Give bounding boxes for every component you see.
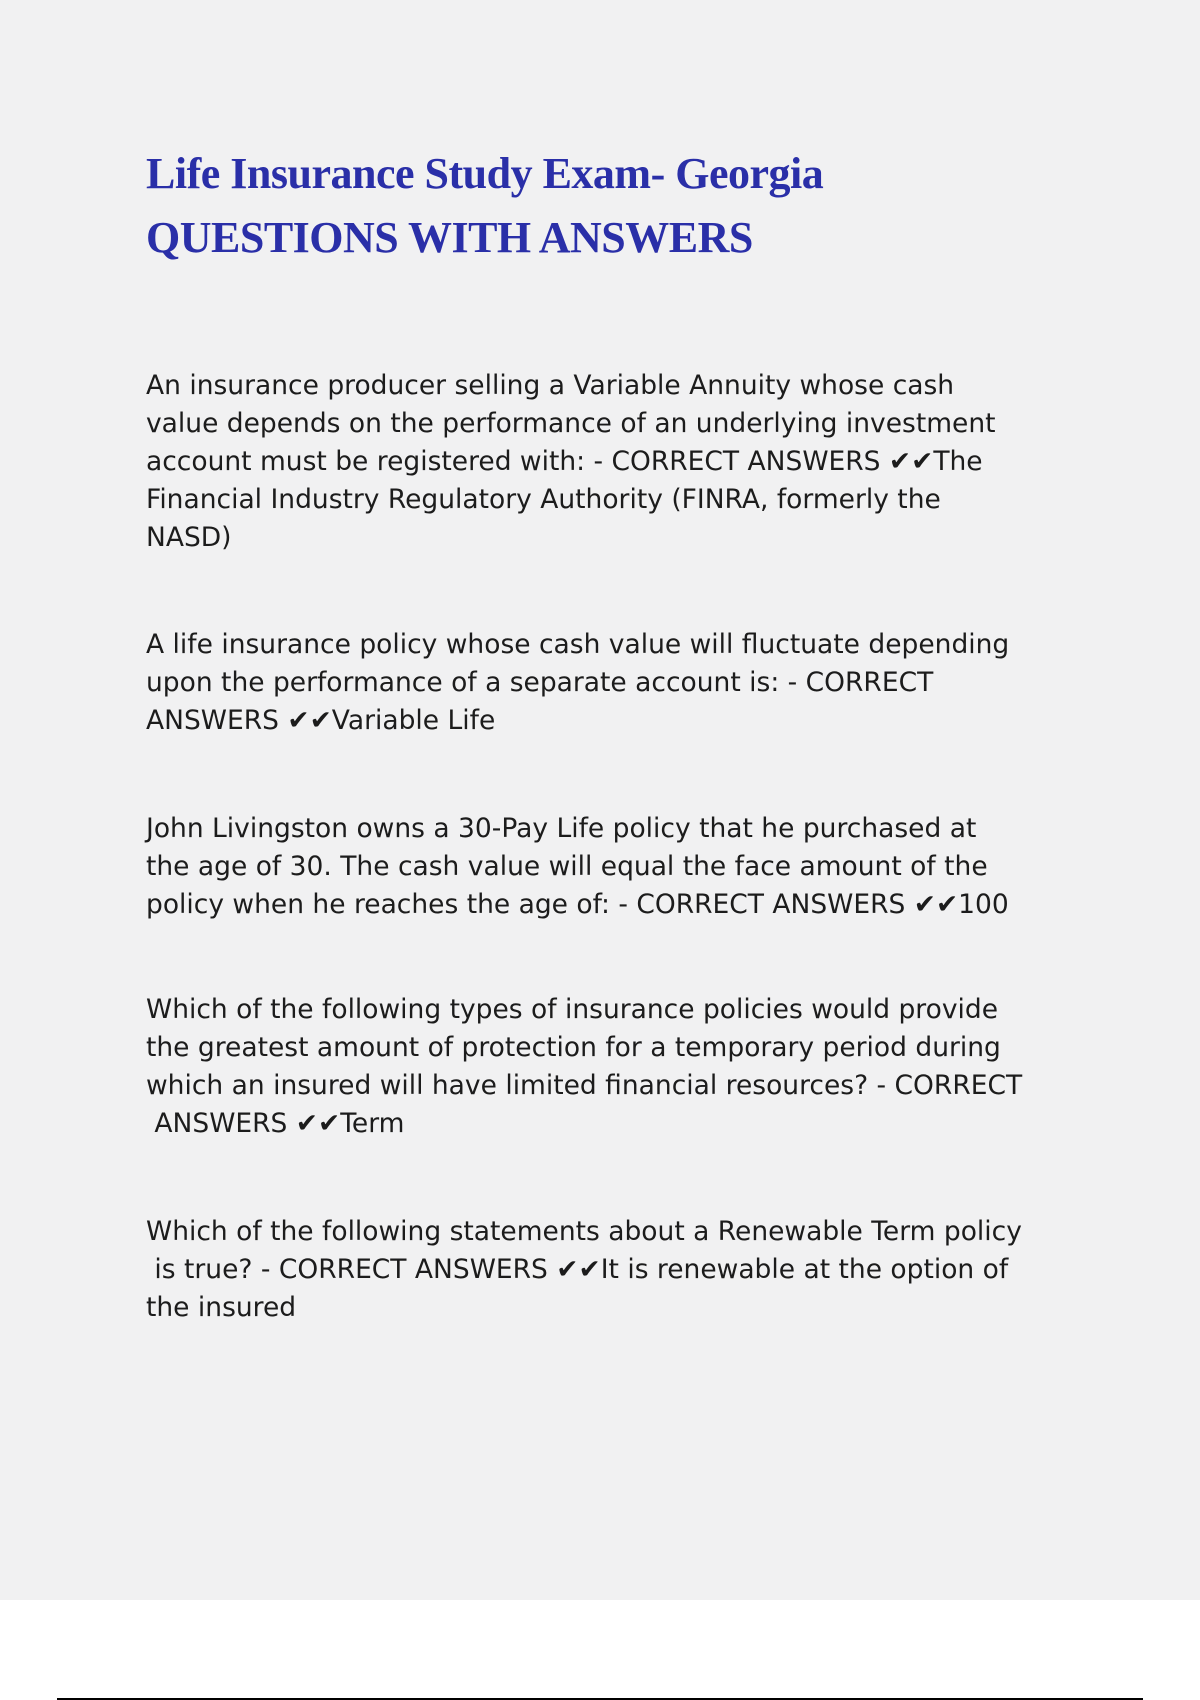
qa-item-2-line-2: upon the performance of a separate account is: - CORRECT [146,667,934,698]
qa-item-2-line-1: A life insurance policy whose cash value will fluctuate depending [146,629,1010,660]
qa-item-1-line-5: NASD) [146,522,232,553]
qa-item-2-line-3: ANSWERS ✔✔Variable Life [146,705,496,736]
qa-item-3-line-1: John Livingston owns a 30-Pay Life policy that he purchased at [146,813,977,844]
qa-item-1-line-3: account must be registered with: - CORRECT ANSWERS ✔✔The [146,446,983,477]
qa-item-3-line-2: the age of 30. The cash value will equal the face amount of the [146,851,988,882]
qa-item-4-line-3: which an insured will have limited financial resources? - CORRECT [146,1070,1023,1101]
qa-item-1-line-1: An insurance producer selling a Variable Annuity whose cash [146,370,955,401]
qa-item-5-line-1: Which of the following statements about a Renewable Term policy [146,1216,1022,1247]
qa-item-1-line-4: Financial Industry Regulatory Authority (FINRA, formerly the [146,484,941,515]
qa-item-4-line-2: the greatest amount of protection for a temporary period during [146,1032,1001,1063]
document-title [146,142,1126,270]
qa-item-1-line-2: value depends on the performance of an underlying investment [146,408,996,439]
qa-item-3-line-3: policy when he reaches the age of: - CORRECT ANSWERS ✔✔100 [146,889,1009,920]
qa-item-3 [146,810,1096,924]
qa-item-5-line-3: the insured [146,1292,297,1323]
qa-item-5 [146,1213,1096,1327]
qa-item-4-line-4: ANSWERS ✔✔Term [146,1108,405,1139]
title-line-2: QUESTIONS WITH ANSWERS [146,213,753,262]
qa-item-4 [146,991,1096,1143]
qa-item-5-line-2: is true? - CORRECT ANSWERS ✔✔It is renewable at the option of [146,1254,1009,1285]
qa-item-2 [146,626,1096,740]
qa-item-1 [146,367,1096,557]
title-line-1: Life Insurance Study Exam- Georgia [146,149,824,198]
qa-item-4-line-1: Which of the following types of insurance policies would provide [146,994,998,1025]
